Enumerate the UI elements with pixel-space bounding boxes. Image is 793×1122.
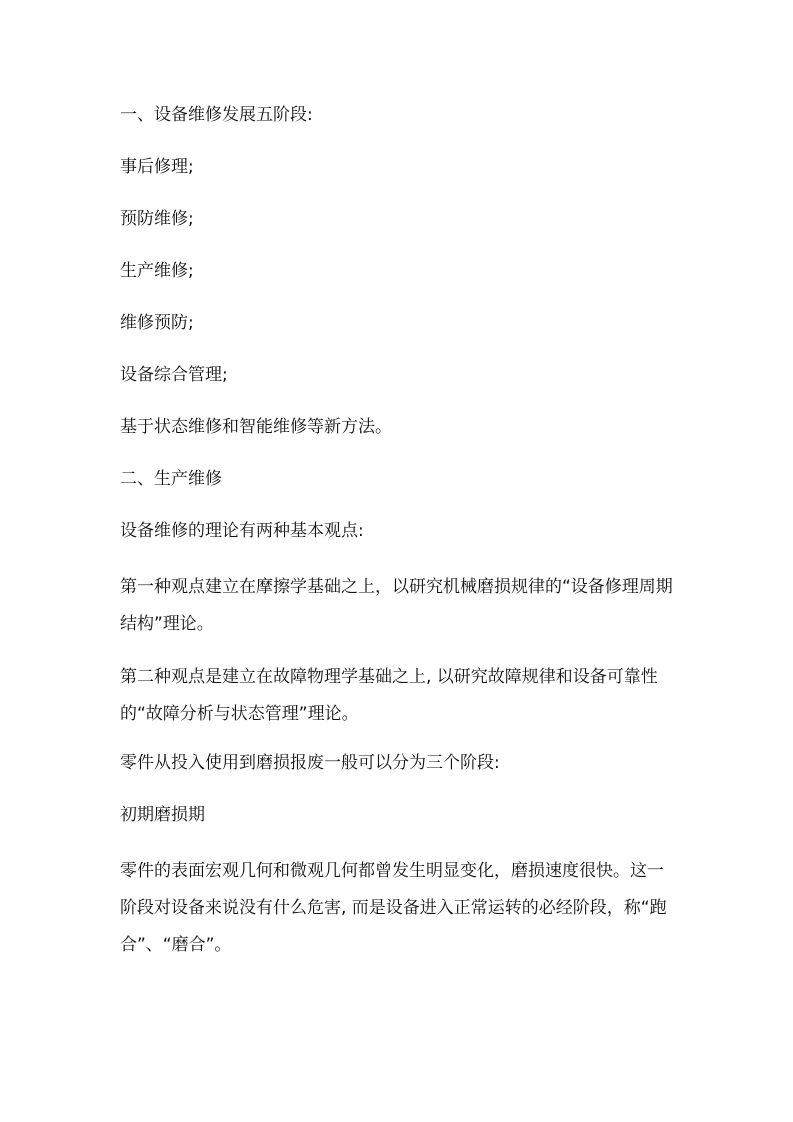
section-heading-2: 二、生产维修	[120, 469, 222, 489]
list-item: 基于状态维修和智能维修等新方法。	[120, 417, 392, 437]
list-item: 维修预防;	[120, 313, 194, 333]
body-paragraph: 零件从投入使用到磨损报废一般可以分为三个阶段:	[120, 753, 500, 773]
subheading: 初期磨损期	[120, 805, 205, 825]
list-item: 预防维修;	[120, 209, 194, 229]
body-paragraph: 零件的表面宏观几何和微观几何都曾发生明显变化，磨损速度很快。这一阶段对设备来说没有什么危害, 而是设备进入正常运转的必经阶段，称“跑合”、“磨合”。	[120, 861, 667, 955]
body-paragraph: 第一种观点建立在摩擦学基础之上，以研究机械磨损规律的“设备修理周期结构”理论。	[120, 577, 673, 634]
body-paragraph: 设备维修的理论有两种基本观点:	[120, 521, 364, 541]
list-item: 设备综合管理;	[120, 365, 228, 385]
list-item: 生产维修;	[120, 261, 194, 281]
body-paragraph: 第二种观点是建立在故障物理学基础之上, 以研究故障规律和设备可靠性的“故障分析与状态管理”理论。	[120, 667, 658, 724]
section-heading-1: 一、设备维修发展五阶段:	[120, 105, 313, 125]
list-item: 事后修理;	[120, 157, 194, 177]
document-body	[120, 101, 680, 980]
